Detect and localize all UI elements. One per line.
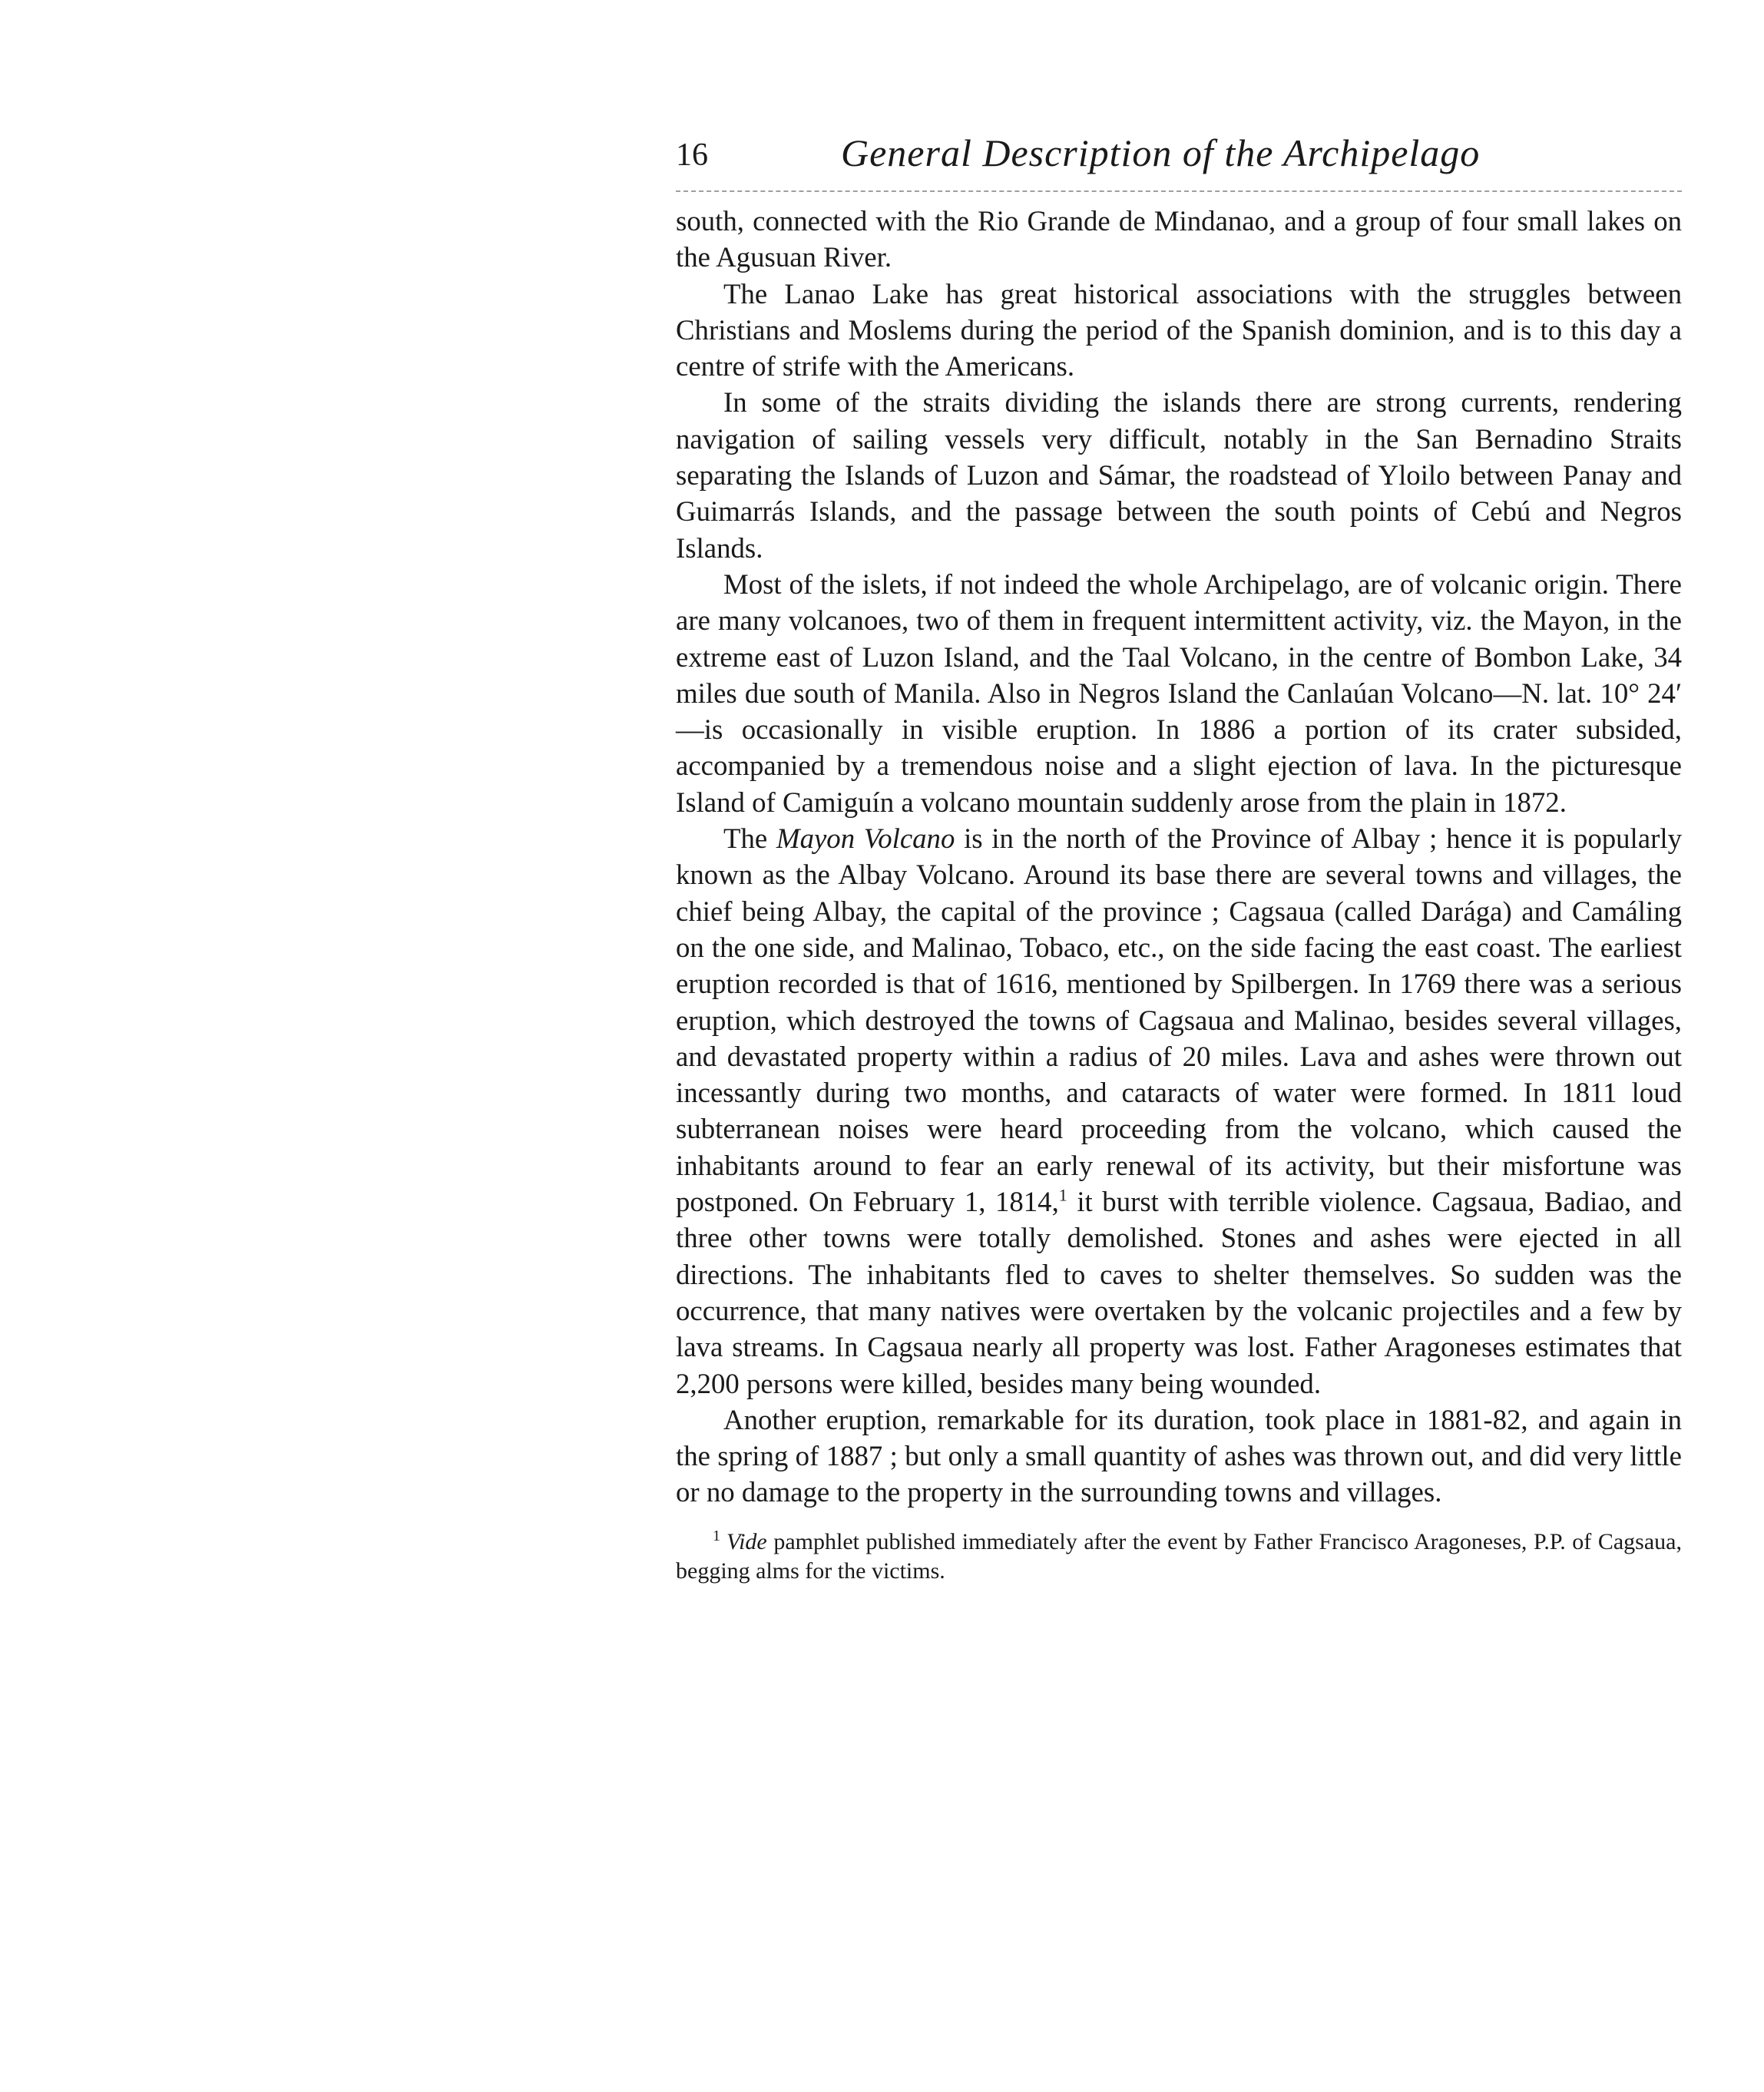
footnote-italic: Vide	[726, 1528, 767, 1554]
mayon-text-1: is in the north of the Province of Albay ; hence it is popularly known as the Albay Volcano. Around its base there are several towns and villages, the chief being Albay, the capital of the province ; Cagsaua (called Darága) and Camáling on the one side, and Malinao, Tobaco, etc., on the side facing the east coast. The earliest eruption recorded is that of 1616, mentioned by Spilbergen. In 1769 there was a serious eruption, which destroyed the towns of Cagsaua and Malinao, besides several villages, and devastated property within a radius of 20 miles. Lava and ashes were thrown out incessantly during two months, and cataracts of water were formed. In 1811 loud subterranean noises were heard proceeding from the volcano, which caused the inhabitants around to fear an early renewal of its activity, but their misfortune was postponed. On February 1, 1814,	[676, 823, 1682, 1218]
mayon-lead: The	[723, 823, 776, 855]
paragraph-lanao-lake: The Lanao Lake has great historical associations with the struggles between Christians and Moslems during the period of the Spanish dominion, and is to this day a centre of strife with the Americans.	[676, 277, 1682, 382]
body-text	[676, 203, 1682, 1511]
mayon-italic: Mayon Volcano	[776, 823, 955, 855]
page-number: 16	[676, 137, 708, 173]
paragraph-volcanic-origin: Most of the islets, if not indeed the whole Archipelago, are of volcanic origin. There are many volcanoes, two of them in frequent intermittent activity, viz. the Mayon, in the extreme east of Luzon Island, and the Taal Volcano, in the centre of Bombon Lake, 34 miles due south of Manila. Also in Negros Island the Canlaúan Volcano—N. lat. 10° 24′—is occasionally in visible eruption. In 1886 a portion of its crater subsided, accompanied by a tremendous noise and a slight ejection of lava. In the picturesque Island of Camiguín a volcano mountain suddenly arose from the plain in 1872.	[676, 568, 1682, 818]
paragraph-straits: In some of the straits dividing the islands there are strong currents, rendering navigation of sailing vessels very difficult, notably in the San Bernadino Straits separating the Islands of Luzon and Sámar, the roadstead of Yloilo between Panay and Guimarrás Islands, and the passage between the south points of Cebú and Negros Islands.	[676, 386, 1682, 564]
header-rule	[676, 190, 1682, 192]
page-header	[676, 131, 1682, 184]
footnote-marker: 1	[713, 1527, 720, 1544]
paragraph-another-eruption: Another eruption, remarkable for its duration, took place in 1881-82, and again in the spring of 1887 ; but only a small quantity of ashes was thrown out, and did very little or no damage to the property in the surrounding towns and villages.	[676, 1403, 1682, 1508]
footnote-text: pamphlet published immediately after the event by Father Francisco Aragoneses, P.P. of Cagsaua, begging alms for the victims.	[676, 1528, 1682, 1584]
running-title: General Description of the Archipelago	[841, 131, 1481, 174]
paragraph-continued: south, connected with the Rio Grande de Mindanao, and a group of four small lakes on the Agusuan River.	[676, 205, 1682, 273]
footnote	[676, 1528, 1682, 1586]
footnote-reference[interactable]: 1	[1058, 1185, 1067, 1205]
book-page	[676, 131, 1682, 1586]
mayon-text-2: it burst with terrible violence. Cagsaua, Badiao, and three other towns were totally demolished. Stones and ashes were ejected in all directions. The inhabitants fled to caves to shelter themselves. So sudden was the occurrence, that many natives were overtaken by the volcanic projectiles and a few by lava streams. In Cagsaua nearly all property was lost. Father Aragoneses estimates that 2,200 persons were killed, besides many being wounded.	[676, 1186, 1682, 1399]
paragraph-mayon-volcano	[676, 820, 1682, 1402]
